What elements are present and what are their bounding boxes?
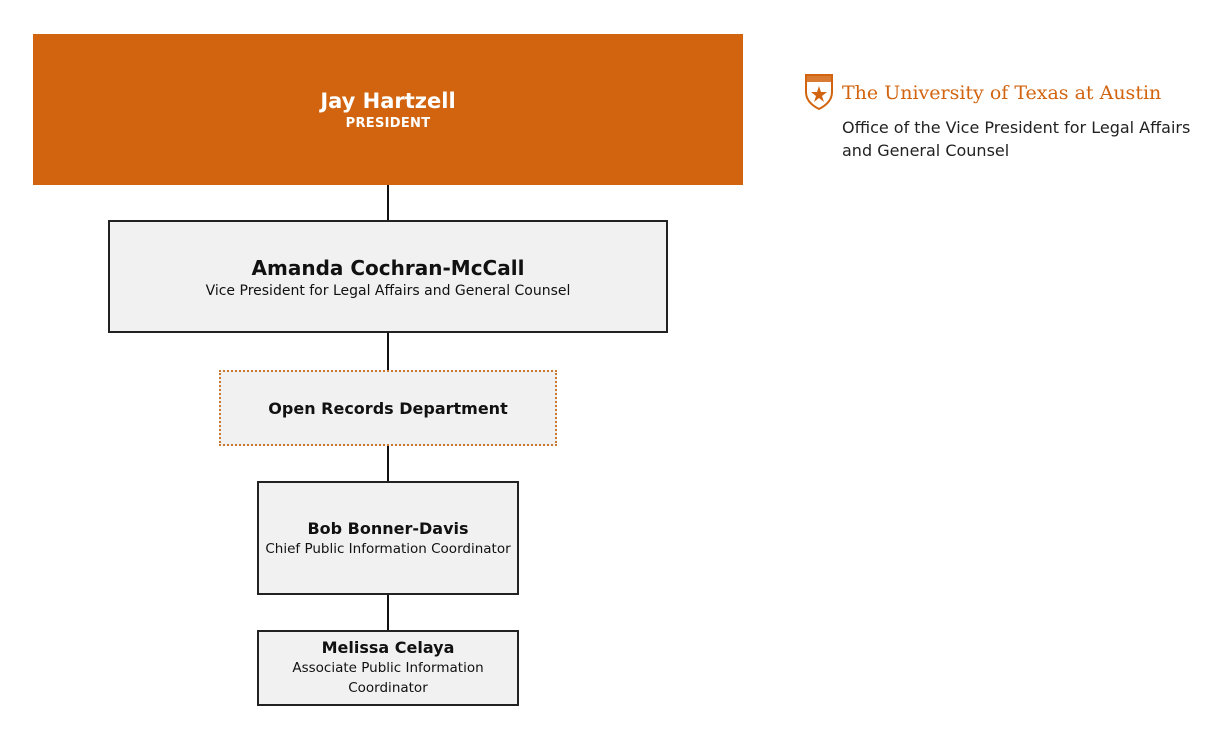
chief-name: Bob Bonner-Davis <box>307 519 469 538</box>
university-name: The University of Texas at Austin <box>842 82 1162 104</box>
department-box <box>219 370 557 446</box>
vp-name: Amanda Cochran-McCall <box>251 255 525 280</box>
department-name: Open Records Department <box>268 398 508 418</box>
associate-name: Melissa Celaya <box>321 638 455 657</box>
connector-dept-chief <box>387 446 389 481</box>
chief-title: Chief Public Information Coordinator <box>265 541 511 557</box>
president-title: PRESIDENT <box>345 116 431 131</box>
university-brand <box>804 72 1192 162</box>
associate-title: Associate Public Information Coordinator <box>292 660 484 696</box>
vp-box <box>108 220 668 333</box>
president-name: Jay Hartzell <box>320 89 456 113</box>
connector-vp-dept <box>387 333 389 370</box>
chief-coordinator-box <box>257 481 519 595</box>
vp-title: Vice President for Legal Affairs and General Counsel <box>205 282 571 299</box>
office-line-1: Office of the Vice President for Legal Affairs <box>842 118 1191 137</box>
ut-seal-icon <box>804 72 834 114</box>
president-box <box>33 34 743 185</box>
connector-president-vp <box>387 185 389 220</box>
office-name <box>842 116 1192 162</box>
associate-coordinator-box <box>257 630 519 706</box>
connector-chief-assoc <box>387 595 389 630</box>
office-line-2: and General Counsel <box>842 141 1010 160</box>
